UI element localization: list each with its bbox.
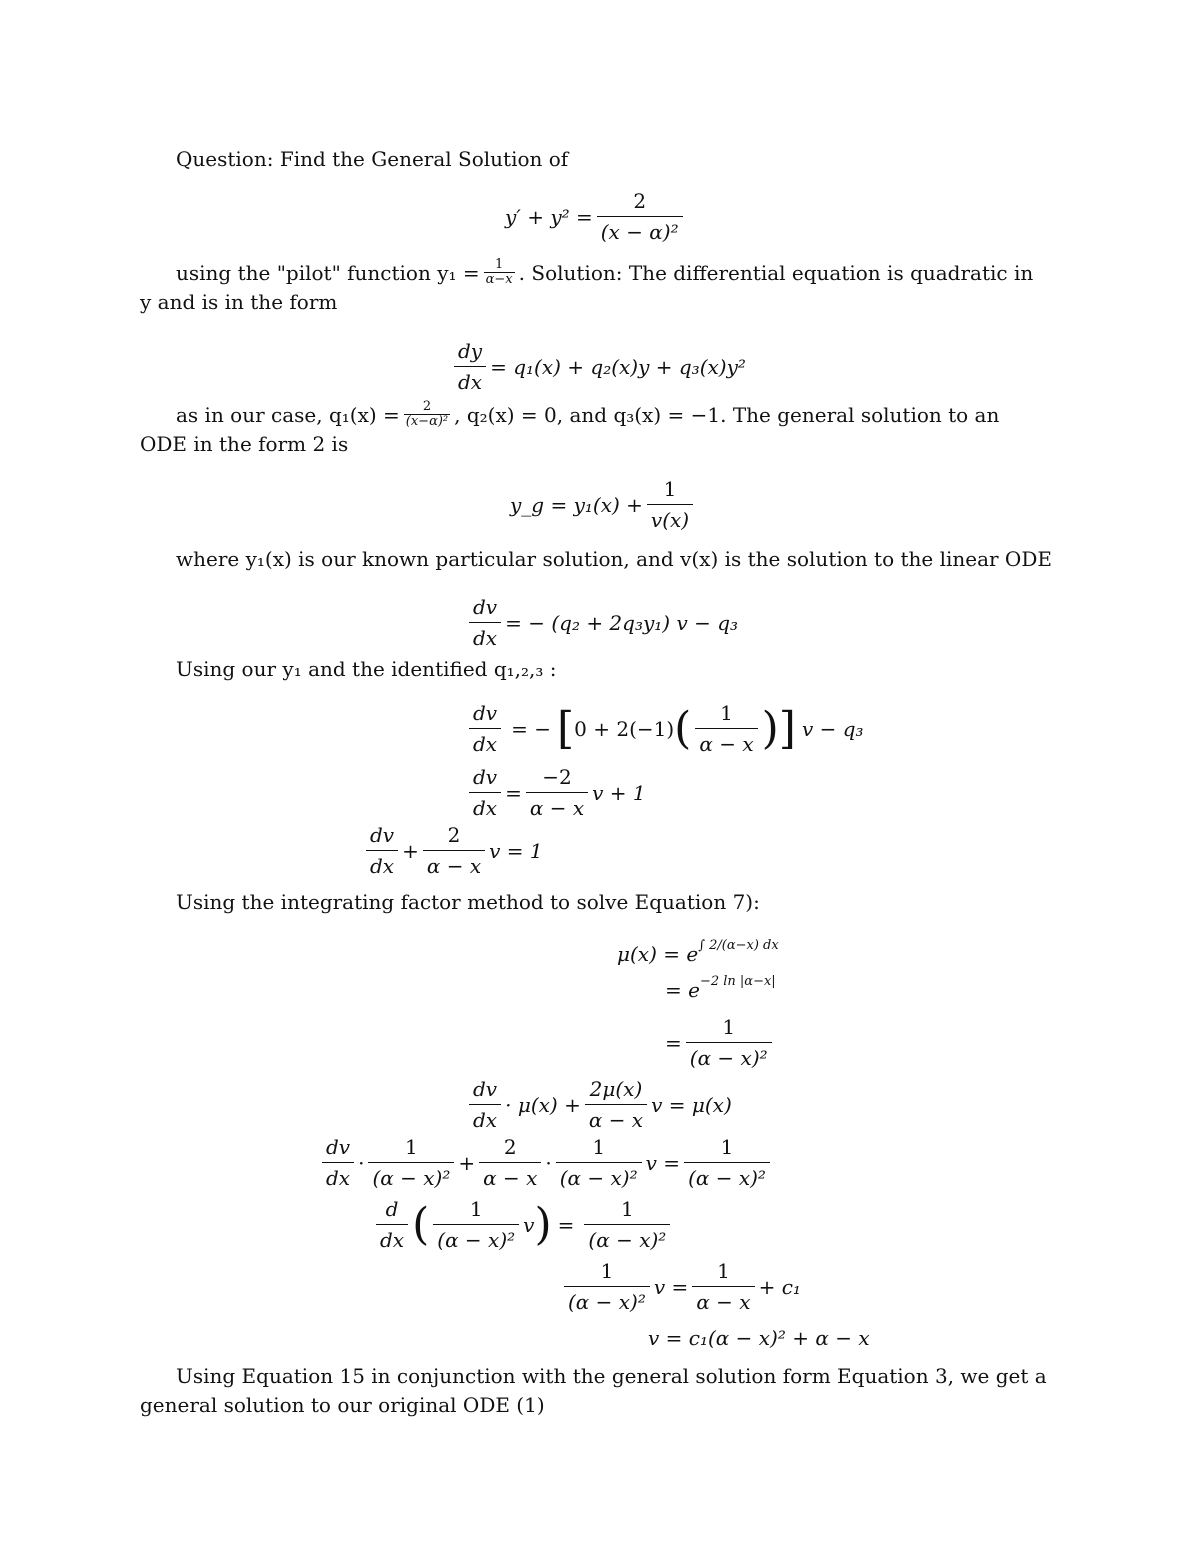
- equation-7d: [560, 1258, 801, 1315]
- equation-7e: v = c₁(α − x)² + α − x: [648, 1326, 870, 1350]
- eq5a-derivative: [469, 700, 501, 757]
- eq5c-derivative: [366, 822, 398, 879]
- eq1-lhs: y′ + y² =: [505, 204, 593, 229]
- eq5c-num: dv: [370, 823, 395, 847]
- eq7a-den: dx: [469, 1104, 501, 1133]
- eq5a-inner: 0 + 2(−1): [574, 716, 675, 741]
- eq7a-fden: α − x: [585, 1104, 647, 1133]
- eq3-den: v(x): [647, 504, 693, 533]
- eq6b-lhs: = e: [665, 978, 700, 1002]
- right-paren: ): [761, 702, 779, 754]
- eq7b-plus: +: [458, 1150, 476, 1175]
- eq5b-fnum: −2: [542, 765, 572, 789]
- eq7a-derivative: [469, 1076, 501, 1133]
- eq7d-fraction: [564, 1258, 650, 1315]
- equation-5a: [465, 700, 870, 757]
- line4-before: as in our case, q₁(x) =: [176, 402, 400, 427]
- eq7c-iden: (α − x)²: [433, 1224, 519, 1253]
- eq7b-f3num: 1: [592, 1135, 606, 1159]
- eq3-fraction: [647, 476, 693, 533]
- eq1-numerator: 2: [633, 189, 647, 213]
- eq5c-den: dx: [366, 850, 398, 879]
- equation-6b: [665, 973, 776, 1002]
- eq4-num: dv: [473, 595, 498, 619]
- eq7a-tail: v = μ(x): [651, 1092, 732, 1117]
- eq5a-mid: = −: [511, 716, 551, 741]
- eq7b-dot: ·: [358, 1150, 365, 1175]
- eq5b-fden: α − x: [526, 792, 588, 821]
- question-line: Question: Find the General Solution of: [176, 147, 569, 171]
- eq7c-left-paren: (: [412, 1198, 430, 1250]
- line-integrating-factor: Using the integrating factor method to solve Equation 7):: [176, 890, 760, 914]
- eq7b-f2num: 2: [503, 1135, 517, 1159]
- equation-5b: [465, 764, 646, 821]
- eq7b-f4den: (α − x)²: [684, 1162, 770, 1191]
- line2-before: using the "pilot" function y₁ =: [176, 260, 480, 285]
- eq5b-den: dx: [469, 792, 501, 821]
- eq7b-f3den: (α − x)²: [556, 1162, 642, 1191]
- eq7d-den: (α − x)²: [564, 1286, 650, 1315]
- eq7b-f1den: (α − x)²: [368, 1162, 454, 1191]
- line-pilot-function: [176, 258, 1033, 287]
- eq5c-tail: v = 1: [489, 838, 543, 863]
- eq7b-fraction-4: [684, 1134, 770, 1191]
- eq7a-num: dv: [473, 1077, 498, 1101]
- equation-7b: [318, 1134, 774, 1191]
- eq7c-inum: 1: [469, 1197, 483, 1221]
- eq5c-plus: +: [402, 838, 419, 863]
- equation-6a: [617, 937, 779, 966]
- equation-3: [510, 476, 697, 533]
- line4-fraction: [404, 400, 450, 429]
- eq7d-rden: α − x: [692, 1286, 754, 1315]
- eq7b-derivative: [322, 1134, 354, 1191]
- eq7d-tail: + c₁: [758, 1274, 801, 1299]
- eq7c-den: dx: [376, 1224, 408, 1253]
- eq6c-num: 1: [722, 1015, 736, 1039]
- eq7c-rhs-fraction: [584, 1196, 670, 1253]
- line-ode-form: ODE in the form 2 is: [140, 432, 349, 456]
- eq6a-exponent: ∫ 2/(α−x) dx: [698, 937, 779, 953]
- eq7c-rnum: 1: [620, 1197, 634, 1221]
- eq7b-fraction-2: [479, 1134, 541, 1191]
- equation-7a: [465, 1076, 732, 1133]
- eq7b-f4num: 1: [720, 1135, 734, 1159]
- eq7c-derivative: [376, 1196, 408, 1253]
- eq2-den: dx: [454, 366, 486, 395]
- eq7b-fraction-3: [556, 1134, 642, 1191]
- equation-4: [465, 594, 738, 651]
- left-bracket: [: [556, 702, 575, 754]
- eq7b-dot2: ·: [545, 1150, 552, 1175]
- line2-frac-den: α−x: [485, 272, 513, 287]
- line-using-equation-15: Using Equation 15 in conjunction with the general solution form Equation 3, we get a: [176, 1364, 1047, 1388]
- eq5b-eq: =: [505, 780, 522, 805]
- eq5b-tail: v + 1: [592, 780, 646, 805]
- eq7c-right-paren: ): [534, 1198, 552, 1250]
- eq5a-tail: v − q₃: [801, 716, 864, 741]
- eq5b-fraction: [526, 764, 588, 821]
- eq7c-iv: v: [523, 1212, 535, 1237]
- line2-frac-num: 1: [495, 257, 504, 272]
- eq7b-f1num: 1: [405, 1135, 418, 1159]
- eq7b-fraction-1: [368, 1134, 454, 1191]
- right-bracket: ]: [778, 702, 796, 754]
- line-where: where y₁(x) is our known particular solution, and v(x) is the solution to the linear ODE: [176, 547, 1052, 571]
- eq7c-inner-fraction: [433, 1196, 519, 1253]
- equation-5c: [362, 822, 543, 879]
- line2-fraction: [484, 258, 515, 287]
- eq7d-rnum: 1: [717, 1259, 730, 1283]
- eq6a-lhs: μ(x) = e: [617, 942, 699, 966]
- eq7b-num: dv: [326, 1135, 351, 1159]
- eq5c-fden: α − x: [423, 850, 485, 879]
- equation-7c: [372, 1196, 674, 1253]
- eq7c-num: d: [385, 1197, 399, 1221]
- line4-frac-den: (x−α)²: [405, 414, 449, 429]
- eq6b-exponent: −2 ln |α−x|: [699, 973, 776, 989]
- eq7d-num: 1: [600, 1259, 614, 1283]
- line-form: y and is in the form: [140, 290, 338, 314]
- line-our-case: [176, 400, 999, 429]
- eq4-derivative: [469, 594, 501, 651]
- eq1-fraction: [597, 188, 683, 245]
- eq5a-fraction: [695, 700, 757, 757]
- line2-after: . Solution: The differential equation is quadratic in: [518, 260, 1034, 285]
- line-using-y1: Using our y₁ and the identified q₁,₂,₃ :: [176, 657, 557, 681]
- line4-after: , q₂(x) = 0, and q₃(x) = −1. The general solution to an: [454, 402, 1000, 427]
- eq4-rhs: = − (q₂ + 2q₃y₁) v − q₃: [505, 610, 739, 635]
- eq7a-mid: · μ(x) +: [505, 1092, 581, 1117]
- equation-6c: [665, 1014, 776, 1071]
- eq7b-veq: v =: [645, 1150, 681, 1175]
- eq2-num: dy: [458, 339, 483, 363]
- eq7a-fraction: [585, 1076, 647, 1133]
- eq6c-den: (α − x)²: [686, 1042, 772, 1071]
- eq5b-derivative: [469, 764, 501, 821]
- eq2-derivative: [454, 338, 486, 395]
- eq7b-den: dx: [322, 1162, 354, 1191]
- eq5a-den: dx: [469, 728, 501, 757]
- eq5a-fnum: 1: [720, 701, 733, 725]
- eq7c-eq: =: [557, 1212, 575, 1237]
- eq5c-fnum: 2: [447, 823, 461, 847]
- eq6c-fraction: [686, 1014, 772, 1071]
- eq5a-num: dv: [473, 701, 498, 725]
- left-paren: (: [674, 702, 692, 754]
- eq6c-eq: =: [665, 1030, 682, 1055]
- eq7a-fnum: 2μ(x): [589, 1077, 643, 1101]
- equation-1: [505, 188, 687, 245]
- eq5c-fraction: [423, 822, 485, 879]
- line-general-solution: general solution to our original ODE (1): [140, 1393, 545, 1417]
- eq1-denominator: (x − α)²: [597, 216, 683, 245]
- eq5b-num: dv: [473, 765, 498, 789]
- eq3-num: 1: [663, 477, 677, 501]
- equation-2: [450, 338, 746, 395]
- eq7d-rhs-fraction: [692, 1258, 754, 1315]
- eq7c-rden: (α − x)²: [584, 1224, 670, 1253]
- eq3-lhs: y_g = y₁(x) +: [510, 492, 643, 517]
- eq2-rhs: = q₁(x) + q₂(x)y + q₃(x)y²: [490, 354, 746, 379]
- eq4-den: dx: [469, 622, 501, 651]
- eq5a-fden: α − x: [695, 728, 757, 757]
- line4-frac-num: 2: [422, 399, 432, 414]
- eq7b-f2den: α − x: [479, 1162, 541, 1191]
- eq7d-veq: v =: [653, 1274, 689, 1299]
